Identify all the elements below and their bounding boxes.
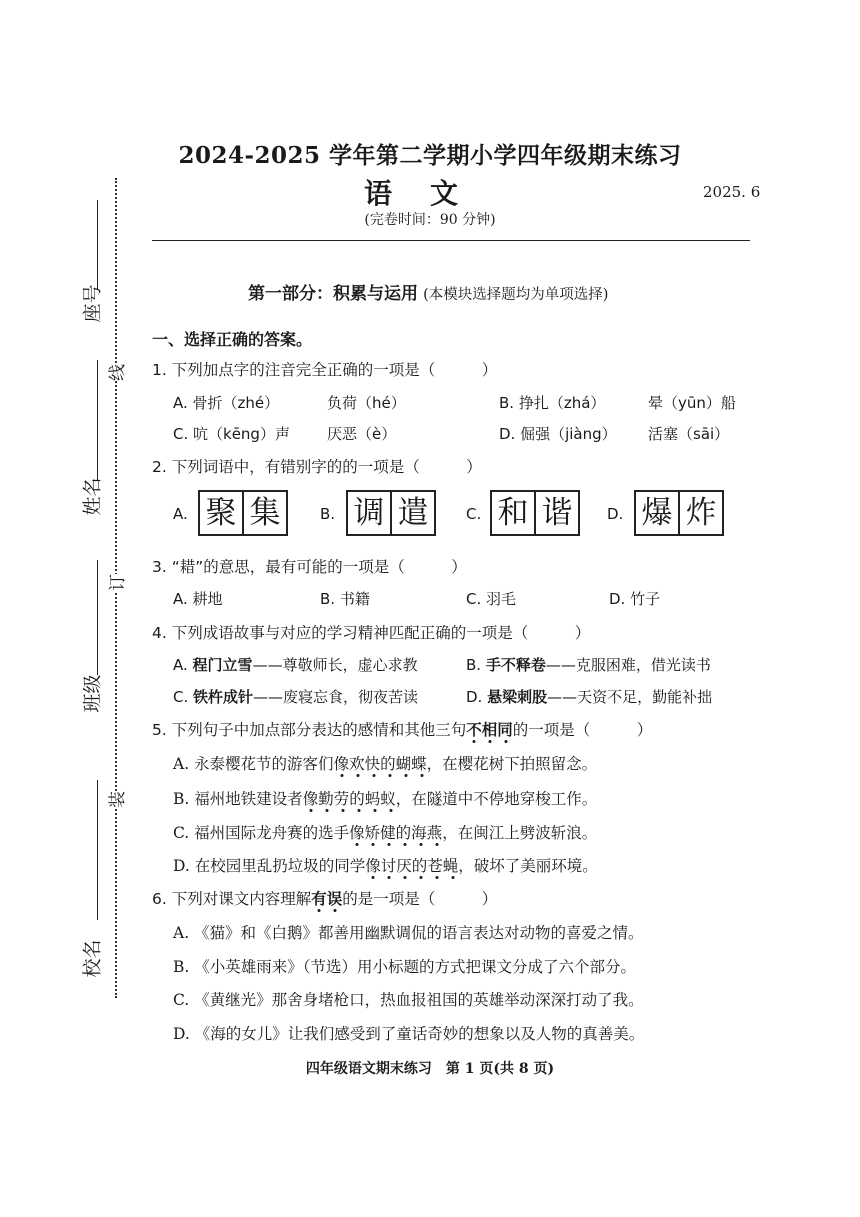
q4-option-b: B. 手不释卷——克服困难，借光读书 bbox=[466, 656, 711, 674]
q5-c-dotted: 像矫健的海燕 bbox=[349, 824, 442, 847]
q1-option-d2: 活塞（sāi） bbox=[648, 425, 730, 443]
q3-option-b: B. 书籍 bbox=[320, 590, 370, 608]
q2-b-char-1: 调 bbox=[353, 495, 385, 531]
q3-stem: 3. “耤”的意思，最有可能的一项是（ ） bbox=[152, 558, 467, 576]
q2-option-c-box bbox=[490, 490, 580, 536]
q5-option-a: A. 永泰樱花节的游客们像欢快的蝴蝶，在樱花树下拍照留念。 bbox=[173, 752, 597, 774]
q5-option-d: D. 在校园里乱扔垃圾的同学像讨厌的苍蝇，破坏了美丽环境。 bbox=[173, 854, 598, 876]
q1-option-a2: 负荷（hé） bbox=[327, 394, 406, 412]
school-label: 校名 bbox=[81, 939, 104, 978]
q4-a-text: ——尊敬师长，虚心求教 bbox=[252, 656, 418, 674]
name-blank bbox=[97, 360, 98, 480]
q1-option-c: C. 吭（kēng）声 bbox=[173, 425, 290, 443]
header-rule bbox=[152, 240, 750, 241]
q1-option-a: A. 骨折（zhé） bbox=[173, 394, 280, 412]
q4-c-text: ——废寝忘食，彻夜苦读 bbox=[253, 688, 419, 706]
class-label: 班级 bbox=[81, 674, 104, 713]
q4-option-a: A. 程门立雪——尊敬师长，虚心求教 bbox=[173, 656, 418, 674]
section-heading: 一、选择正确的答案。 bbox=[152, 330, 313, 349]
q2-stem: 2. 下列词语中，有错别字的的一项是（ ） bbox=[152, 458, 482, 476]
q1-option-b2: 晕（yūn）船 bbox=[648, 394, 736, 412]
q3-option-a: A. 耕地 bbox=[173, 590, 223, 608]
q2-d-char-1: 爆 bbox=[641, 495, 673, 531]
q2-label-d: D. bbox=[607, 505, 624, 523]
page-footer: 四年级语文期末练习 第 1 页(共 8 页) bbox=[305, 1061, 555, 1077]
q1-stem: 1. 下列加点字的注音完全正确的一项是（ ） bbox=[152, 361, 498, 379]
q2-c-char-2: 谐 bbox=[534, 492, 578, 534]
q5-a-dotted: 像欢快的蝴蝶 bbox=[334, 755, 427, 778]
q6-option-c: C. 《黄继光》那舍身堵枪口，热血报祖国的英雄举动深深打动了我。 bbox=[173, 991, 644, 1009]
part-heading bbox=[248, 279, 608, 304]
q4-b-text: ——克服困难，借光读书 bbox=[545, 656, 711, 674]
name-label: 姓名 bbox=[81, 477, 104, 516]
part-title: 第一部分：积累与运用 bbox=[248, 284, 418, 304]
q2-label-b: B. bbox=[320, 505, 336, 523]
q1-option-c2: 厌恶（è） bbox=[327, 425, 397, 443]
q4-option-c: C. 铁杵成针——废寝忘食，彻夜苦读 bbox=[173, 688, 419, 706]
q3-option-c: C. 羽毛 bbox=[466, 590, 517, 608]
q2-a-char-2: 集 bbox=[242, 492, 286, 534]
q2-a-char-1: 聚 bbox=[205, 495, 237, 531]
binding-mark-ding: 订 bbox=[103, 574, 128, 591]
part-note: (本模块选择题均为单项选择) bbox=[423, 287, 609, 303]
q4-d-text: ——天资不足，勤能补拙 bbox=[547, 688, 713, 706]
q5-stem-emphasis: 不相同 bbox=[466, 721, 513, 744]
q5-d-dotted: 像讨厌的苍蝇 bbox=[365, 857, 458, 880]
q2-option-a-box bbox=[198, 490, 288, 536]
q3-option-d: D. 竹子 bbox=[609, 590, 661, 608]
q6-stem-emphasis: 有误 bbox=[311, 890, 342, 913]
q4-option-d: D. 悬梁刺股——天资不足，勤能补拙 bbox=[466, 688, 713, 706]
q4-d-idiom: 悬梁刺股 bbox=[487, 688, 548, 706]
exam-title: 2024-2025 学年第二学期小学四年级期末练习 bbox=[178, 142, 682, 169]
q5-b-dotted: 像勤劳的蚂蚁 bbox=[303, 790, 396, 813]
q1-option-d: D. 倔强（jiàng） bbox=[499, 425, 617, 443]
q5-stem: 5. 下列句子中加点部分表达的感情和其他三句不相同的一项是（ ） bbox=[152, 718, 652, 740]
school-blank bbox=[97, 780, 98, 920]
q5-option-b: B. 福州地铁建设者像勤劳的蚂蚁，在隧道中不停地穿梭工作。 bbox=[173, 787, 597, 809]
q4-a-idiom: 程门立雪 bbox=[192, 656, 253, 674]
class-blank bbox=[97, 560, 98, 675]
q6-option-b: B. 《小英雄雨来》（节选）用小标题的方式把课文分成了六个部分。 bbox=[173, 958, 636, 976]
q6-option-d: D. 《海的女儿》让我们感受到了童话奇妙的想象以及人物的真善美。 bbox=[173, 1025, 645, 1043]
q2-d-char-2: 炸 bbox=[678, 492, 722, 534]
seat-label: 座号 bbox=[81, 284, 104, 323]
q5-option-c: C. 福州国际龙舟赛的选手像矫健的海燕，在闽江上劈波斩浪。 bbox=[173, 821, 597, 843]
exam-duration: (完卷时间：90 分钟) bbox=[364, 212, 496, 228]
q2-b-char-2: 遣 bbox=[390, 492, 434, 534]
q2-label-a: A. bbox=[173, 505, 188, 523]
binding-mark-line: 线 bbox=[103, 364, 128, 381]
q4-stem: 4. 下列成语故事与对应的学习精神匹配正确的一项是（ ） bbox=[152, 624, 591, 642]
q2-option-d-box bbox=[634, 490, 724, 536]
exam-date: 2025. 6 bbox=[703, 183, 761, 201]
q2-c-char-1: 和 bbox=[497, 495, 529, 531]
q6-option-a: A. 《猫》和《白鹅》都善用幽默调侃的语言表达对动物的喜爱之情。 bbox=[173, 924, 644, 942]
q2-option-b-box bbox=[346, 490, 436, 536]
exam-subject: 语文 bbox=[363, 177, 496, 210]
q2-label-c: C. bbox=[466, 505, 482, 523]
q1-option-b: B. 挣扎（zhá） bbox=[499, 394, 606, 412]
q6-stem: 6. 下列对课文内容理解有误的是一项是（ ） bbox=[152, 887, 497, 909]
binding-mark-zhuang: 装 bbox=[103, 791, 128, 808]
q4-c-idiom: 铁杵成针 bbox=[193, 688, 254, 706]
q4-b-idiom: 手不释卷 bbox=[485, 656, 546, 674]
